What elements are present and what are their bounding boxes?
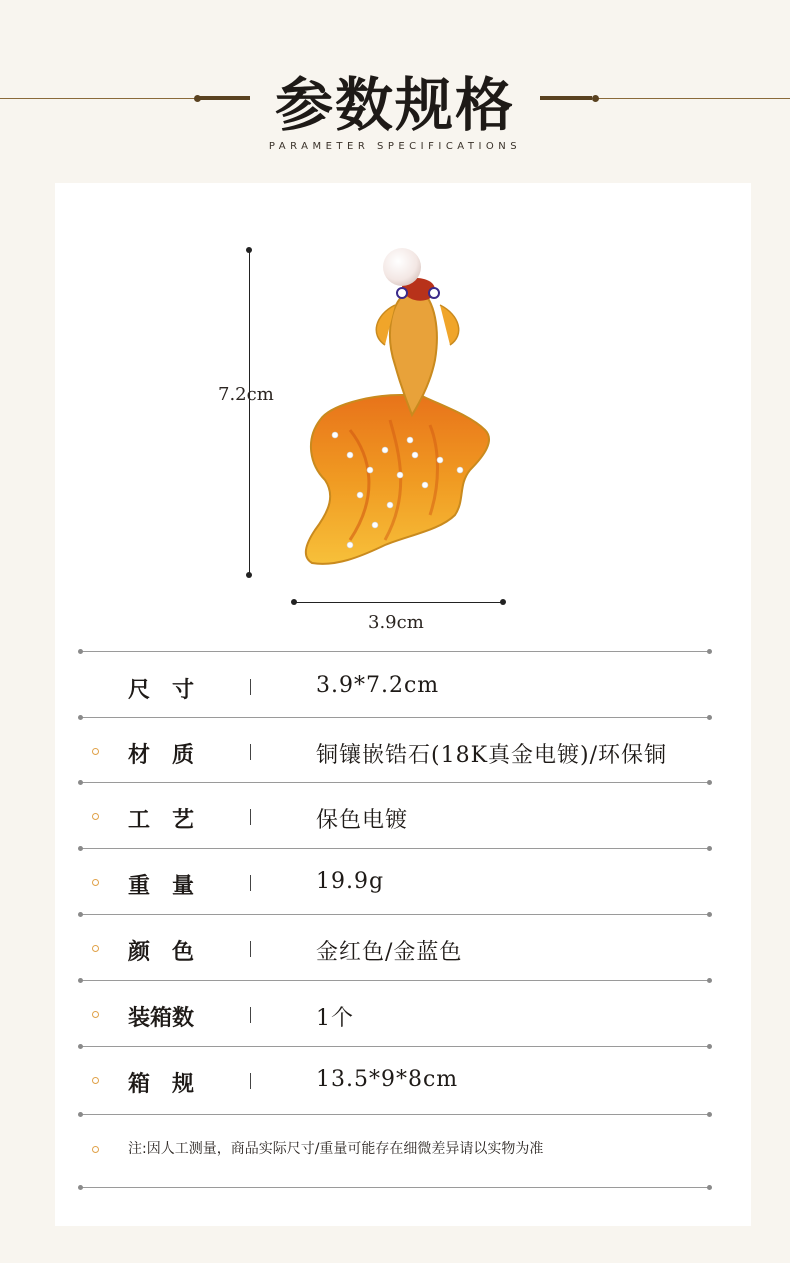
spec-separator — [250, 744, 251, 760]
spec-row-color — [80, 917, 710, 981]
spec-row-material — [80, 720, 710, 784]
spec-value: 1个 — [316, 1006, 354, 1031]
spec-label: 工 艺 — [128, 807, 195, 833]
spec-separator — [250, 1007, 251, 1023]
bullet-icon — [92, 879, 99, 886]
spec-row-weight — [80, 851, 710, 915]
bullet-icon — [92, 945, 99, 952]
spec-label: 装箱数 — [128, 1005, 195, 1031]
spec-row-size — [80, 655, 710, 719]
spec-separator — [250, 809, 251, 825]
bullet-icon — [92, 1146, 99, 1153]
spec-value: 金红色/金蓝色 — [316, 940, 463, 965]
width-dimension-line — [294, 602, 503, 603]
spec-separator — [250, 679, 251, 695]
bullet-icon — [92, 813, 99, 820]
spec-row-craft — [80, 785, 710, 849]
spec-row-box-qty — [80, 983, 710, 1047]
bullet-icon — [92, 1077, 99, 1084]
spec-label: 尺 寸 — [128, 677, 195, 703]
spec-label: 箱 规 — [128, 1071, 195, 1097]
width-dimension-dot-right — [500, 599, 506, 605]
disclaimer-note: 注:因人工测量，商品实际尺寸/重量可能存在细微差异请以实物为准 — [128, 1141, 544, 1157]
goldfish-brooch-image — [290, 245, 510, 575]
spec-value: 3.9*7.2cm — [316, 673, 440, 698]
spec-label: 重 量 — [128, 873, 195, 899]
row-divider — [80, 1114, 710, 1115]
spec-label: 材 质 — [128, 742, 195, 768]
spec-value: 保色电镀 — [316, 808, 409, 833]
spec-label: 颜 色 — [128, 939, 195, 965]
page-title: 参数规格 — [274, 71, 515, 139]
width-label: 3.9cm — [368, 612, 424, 633]
spec-separator — [250, 941, 251, 957]
spec-value: 铜镶嵌锆石(18K真金电镀)/环保铜 — [316, 743, 668, 768]
row-divider — [80, 1187, 710, 1188]
height-dimension-dot-bottom — [246, 572, 252, 578]
bullet-icon — [92, 748, 99, 755]
width-dimension-dot-left — [291, 599, 297, 605]
page-subtitle: PARAMETER SPECIFICATIONS — [268, 141, 522, 152]
spec-value: 13.5*9*8cm — [316, 1067, 459, 1092]
page-header — [0, 0, 790, 180]
spec-separator — [250, 875, 251, 891]
spec-value: 19.9g — [316, 869, 385, 894]
spec-row-box-size — [80, 1049, 710, 1113]
bullet-icon — [92, 1011, 99, 1018]
height-dimension-line — [249, 250, 250, 575]
height-label: 7.2cm — [218, 384, 274, 405]
height-dimension-dot-top — [246, 247, 252, 253]
row-divider — [80, 651, 710, 652]
spec-separator — [250, 1073, 251, 1089]
